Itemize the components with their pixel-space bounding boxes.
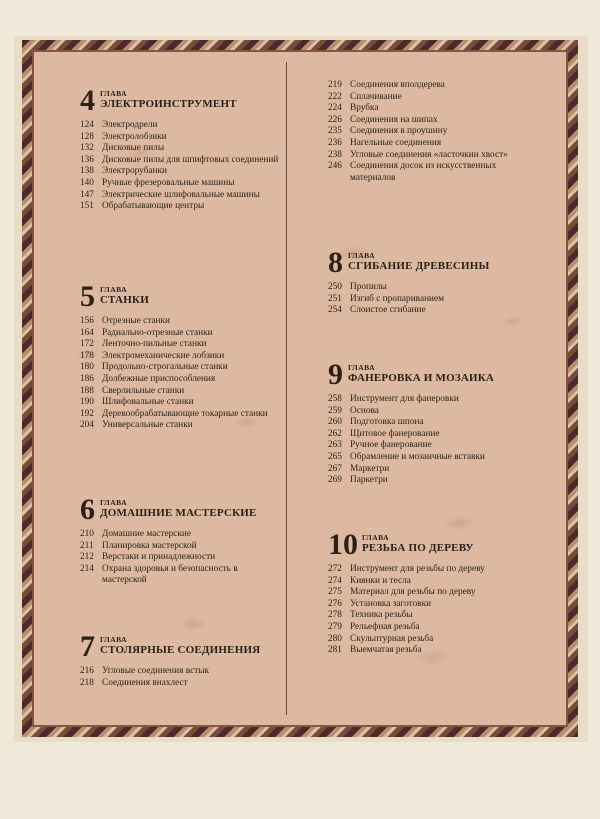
page-number: 226	[328, 114, 342, 125]
chapter-titles	[362, 532, 474, 555]
chapter-titles	[100, 497, 257, 520]
entry-list	[328, 564, 538, 657]
entry-title: Электродрели	[102, 120, 158, 130]
toc-entry[interactable]	[328, 282, 538, 294]
chapter-label: ГЛАВА	[362, 533, 390, 542]
page-number: 214	[80, 563, 94, 574]
chapter-heading	[80, 630, 280, 663]
entry-title: Угловые соединения «ласточкин хвост»	[350, 149, 508, 160]
entry-title: Дисковые пилы для шпифтовых соединений	[102, 154, 279, 165]
toc-entry[interactable]	[80, 397, 280, 409]
entry-title: Ручное фанерование	[350, 440, 432, 451]
page-number: 236	[328, 137, 342, 148]
toc-entry[interactable]	[80, 178, 280, 190]
entry-title: Слоистое сгибание	[350, 305, 426, 316]
toc-entry[interactable]	[328, 564, 538, 576]
toc-entry[interactable]	[80, 339, 280, 351]
toc-entry[interactable]	[328, 406, 538, 418]
page-number: 147	[80, 189, 94, 200]
page-number: 254	[328, 305, 342, 316]
entry-title: Ленточно-пильные станки	[102, 339, 207, 350]
chapter-7	[80, 630, 280, 689]
page-number: 190	[80, 397, 94, 408]
page-number: 280	[328, 633, 342, 644]
entry-list	[80, 529, 280, 587]
toc-entry[interactable]	[328, 394, 538, 406]
chapter-titles	[100, 284, 149, 307]
entry-title: Обрабатывающие центры	[102, 201, 205, 212]
page-number: 204	[80, 420, 94, 431]
chapter-4	[80, 84, 280, 213]
toc-entry[interactable]	[80, 678, 280, 690]
toc-entry[interactable]	[80, 541, 280, 553]
entry-title: Выемчатая резьба	[350, 645, 422, 656]
toc-entry[interactable]	[328, 429, 538, 441]
chapter-label: ГЛАВА	[100, 635, 128, 644]
page-number: 186	[80, 373, 94, 384]
toc-entry[interactable]	[80, 374, 280, 386]
chapter-titles	[100, 634, 260, 657]
entry-title: Деревообрабатывающие токарные станки	[102, 408, 268, 419]
page-number: 164	[80, 327, 94, 338]
entry-title: Отрезные станки	[102, 316, 171, 326]
contents-panel	[32, 50, 568, 727]
chapter-title: СТОЛЯРНЫЕ СОЕДИНЕНИЯ	[100, 644, 261, 656]
entry-list	[328, 394, 538, 487]
toc-entry[interactable]	[80, 132, 280, 144]
page-number: 128	[80, 131, 94, 142]
chapter-title: СГИБАНИЕ ДРЕВЕСИНЫ	[348, 260, 490, 272]
page-number: 132	[80, 143, 94, 154]
page-number: 276	[328, 598, 342, 609]
toc-entry[interactable]	[328, 475, 538, 487]
toc-entry[interactable]	[328, 440, 538, 452]
page-number: 267	[328, 463, 342, 474]
page-number: 238	[328, 149, 342, 160]
entry-title: Основа	[350, 405, 379, 416]
page-number: 180	[80, 362, 94, 373]
toc-entry[interactable]	[328, 587, 538, 599]
entry-title: Верстаки и принадлежности	[102, 552, 216, 563]
chapter-number: 4	[80, 84, 95, 117]
toc-entry[interactable]	[328, 576, 538, 588]
toc-entry[interactable]	[80, 529, 280, 541]
page-number: 235	[328, 126, 342, 137]
toc-entry[interactable]	[328, 103, 538, 115]
toc-entry[interactable]	[328, 622, 538, 634]
entry-title: Сверлильные станки	[102, 385, 185, 396]
toc-entry[interactable]	[80, 420, 280, 432]
toc-entry[interactable]	[328, 599, 538, 611]
entry-title: Соединения внахлест	[102, 677, 188, 688]
page-number: 138	[80, 166, 94, 177]
chapter-heading	[80, 84, 280, 117]
entry-title: Паркетри	[350, 475, 388, 486]
entry-title: Обрамление и мозаичные вставки	[350, 451, 485, 462]
chapter-number: 5	[80, 280, 95, 313]
toc-entry[interactable]	[80, 190, 280, 202]
entry-title: Электромеханические лобзики	[102, 350, 225, 361]
toc-entry[interactable]	[80, 143, 280, 155]
entry-title: Щитовое фанерование	[350, 428, 440, 439]
entry-title: Киянки и тесла	[350, 575, 411, 586]
page-number: 274	[328, 575, 342, 586]
page-number: 136	[80, 154, 94, 165]
entry-title: Радиально-отрезные станки	[102, 327, 213, 338]
entry-list	[328, 80, 538, 184]
entry-title: Соединения на шипах	[350, 114, 438, 125]
toc-entry[interactable]	[328, 80, 538, 92]
entry-title: Нагельные соединения	[350, 137, 442, 148]
page-number: 272	[328, 564, 342, 574]
toc-entry[interactable]	[80, 564, 280, 587]
entry-title: Врубка	[350, 103, 379, 114]
page-number: 260	[328, 417, 342, 428]
chapter-9	[328, 358, 538, 487]
chapter-titles	[348, 250, 490, 273]
entry-title: Угловые соединения встык	[102, 666, 210, 676]
chapter-titles	[348, 362, 494, 385]
toc-entry[interactable]	[328, 161, 538, 184]
entry-title: Подготовка шпона	[350, 417, 424, 428]
toc-entry[interactable]	[328, 115, 538, 127]
page-number: 212	[80, 552, 94, 563]
page-number: 269	[328, 475, 342, 486]
entry-title: Инструмент для резьбы по дереву	[350, 564, 485, 574]
page-number: 262	[328, 428, 342, 439]
toc-entry[interactable]	[328, 294, 538, 306]
chapter-titles	[100, 88, 237, 111]
toc-entry[interactable]	[328, 464, 538, 476]
toc-entry[interactable]	[80, 201, 280, 213]
page-number: 219	[328, 80, 342, 90]
column-divider	[286, 62, 287, 715]
chapter-title: ЭЛЕКТРОИНСТРУМЕНТ	[100, 98, 237, 110]
toc-entry[interactable]	[80, 362, 280, 374]
page-number: 192	[80, 408, 94, 419]
page-number: 246	[328, 161, 342, 172]
entry-title: Дисковые пилы	[102, 143, 165, 154]
entry-title: Планировка мастерской	[102, 540, 197, 551]
toc-entry[interactable]	[328, 92, 538, 104]
toc-entry[interactable]	[80, 666, 280, 678]
entry-title: Шлифовальные станки	[102, 397, 194, 408]
chapter-label: ГЛАВА	[348, 251, 376, 260]
page-number: 151	[80, 201, 94, 212]
entry-list	[80, 666, 280, 689]
entry-title: Рельефная резьба	[350, 621, 420, 632]
toc-entry[interactable]	[80, 120, 280, 132]
toc-entry[interactable]	[328, 610, 538, 622]
page-number: 275	[328, 587, 342, 598]
page-number: 218	[80, 677, 94, 688]
entry-title: Материал для резьбы по дереву	[350, 587, 476, 598]
entry-title: Домашние мастерские	[102, 529, 191, 539]
page-number: 156	[80, 316, 94, 326]
toc-entry[interactable]	[80, 351, 280, 363]
chapter-8	[328, 246, 538, 317]
toc-entry[interactable]	[80, 316, 280, 328]
toc-entry[interactable]	[328, 305, 538, 317]
page-number: 222	[328, 91, 342, 102]
entry-title: Охрана здоровья и безопасность в мастерской	[102, 563, 238, 586]
entry-title: Электрорубанки	[102, 166, 168, 177]
chapter-label: ГЛАВА	[100, 498, 128, 507]
page-number: 259	[328, 405, 342, 416]
chapter-10	[328, 528, 538, 657]
chapter-5	[80, 280, 280, 432]
page-number: 178	[80, 350, 94, 361]
page-number: 211	[80, 540, 94, 551]
chapter-number: 8	[328, 246, 343, 279]
toc-entry[interactable]	[80, 328, 280, 340]
entry-title: Ручные фрезеровальные машины	[102, 177, 235, 188]
page-number: 224	[328, 103, 342, 114]
page-number: 210	[80, 529, 94, 539]
toc-entry[interactable]	[80, 386, 280, 398]
toc-entry[interactable]	[328, 417, 538, 429]
page-number: 265	[328, 451, 342, 462]
page-number: 263	[328, 440, 342, 451]
entry-title: Электрические шлифовальные машины	[102, 189, 260, 200]
entry-title: Соединения досок из искусственных материалов	[350, 161, 497, 183]
chapter-title: РЕЗЬБА ПО ДЕРЕВУ	[362, 542, 474, 554]
chapter-heading	[80, 493, 280, 526]
entry-title: Универсальные станки	[102, 420, 193, 431]
entry-title: Долбежные приспособления	[102, 373, 216, 384]
entry-title: Соединения в проушину	[350, 126, 448, 137]
page-number: 172	[80, 339, 94, 350]
toc-entry[interactable]	[328, 645, 538, 657]
entry-title: Установка заготовки	[350, 598, 432, 609]
entry-list	[328, 282, 538, 317]
chapter-number: 6	[80, 493, 95, 526]
chapter-label: ГЛАВА	[348, 363, 376, 372]
chapter-title: СТАНКИ	[100, 294, 149, 306]
entry-list	[80, 120, 280, 213]
entry-title: Техника резьбы	[350, 610, 413, 621]
chapter-number: 10	[328, 528, 358, 561]
page-number: 278	[328, 610, 342, 621]
decorative-border	[22, 40, 578, 737]
toc-entry[interactable]	[80, 552, 280, 564]
chapter-heading	[328, 528, 538, 561]
chapter-label: ГЛАВА	[100, 285, 128, 294]
entry-title: Электролобзики	[102, 131, 167, 142]
toc-entry[interactable]	[80, 409, 280, 421]
chapter-title: ФАНЕРОВКА И МОЗАИКА	[348, 372, 495, 384]
entry-title: Соединения вполдерева	[350, 80, 445, 90]
toc-entry[interactable]	[80, 155, 280, 167]
page-number: 279	[328, 621, 342, 632]
chapter-label: ГЛАВА	[100, 89, 128, 98]
page-number: 188	[80, 385, 94, 396]
entry-list	[80, 316, 280, 432]
page-number: 250	[328, 282, 342, 292]
toc-entry[interactable]	[328, 138, 538, 150]
toc-entry[interactable]	[328, 150, 538, 162]
chapter-number: 7	[80, 630, 95, 663]
chapter-number: 9	[328, 358, 343, 391]
toc-entry[interactable]	[328, 126, 538, 138]
entry-title: Пропилы	[350, 282, 387, 292]
toc-entry[interactable]	[328, 452, 538, 464]
chapter-7-continued	[328, 80, 538, 184]
entry-title: Инструмент для фанеровки	[350, 394, 459, 404]
page-number: 251	[328, 293, 342, 304]
page-number: 281	[328, 645, 342, 656]
entry-title: Скульптурная резьба	[350, 633, 434, 644]
entry-title: Сплачивание	[350, 91, 402, 102]
chapter-6	[80, 493, 280, 587]
entry-title: Продольно-строгальные станки	[102, 362, 228, 373]
chapter-heading	[328, 358, 538, 391]
page-number: 140	[80, 177, 94, 188]
toc-entry[interactable]	[80, 166, 280, 178]
entry-title: Изгиб с пропариванием	[350, 293, 445, 304]
page-number: 124	[80, 120, 94, 130]
page-number: 216	[80, 666, 94, 676]
toc-entry[interactable]	[328, 634, 538, 646]
entry-title: Маркетри	[350, 463, 390, 474]
chapter-heading	[328, 246, 538, 279]
page-number: 258	[328, 394, 342, 404]
chapter-title: ДОМАШНИЕ МАСТЕРСКИЕ	[100, 507, 257, 519]
chapter-heading	[80, 280, 280, 313]
